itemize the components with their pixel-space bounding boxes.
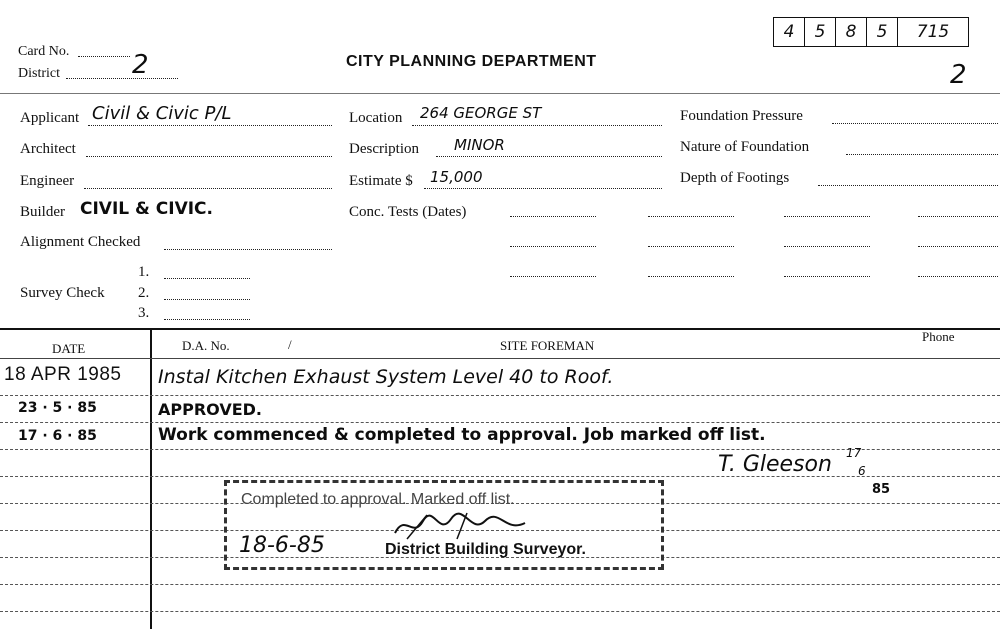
conc-line [918,276,998,277]
number-box: 8 [836,18,867,46]
entry-text: APPROVED. [158,400,262,419]
district-value: 2 [132,50,149,80]
estimate-line [424,188,662,189]
header-underline [0,358,1000,359]
conc-line [648,216,734,217]
conc-line [648,246,734,247]
nature-foundation-line [846,154,998,155]
row-line [0,584,1000,585]
phone-header: Phone [922,329,955,344]
entry-date: 23 · 5 · 85 [18,400,97,416]
estimate-label: Estimate $ [349,173,413,189]
card-no-label: Card No. [18,44,70,59]
survey-number-3: 3. [138,305,150,321]
da-no-header: D.A. No. [182,338,230,353]
survey-number-2: 2. [138,285,150,301]
description-line [436,156,662,157]
engineer-label: Engineer [20,173,75,189]
conc-line [784,276,870,277]
page-title: CITY PLANNING DEPARTMENT [346,53,597,70]
conc-line [510,276,596,277]
location-label: Location [349,110,403,126]
applicant-line [88,125,332,126]
depth-footings-line [818,185,998,186]
location-value: 264 GEORGE ST [420,104,542,122]
date-header: DATE [52,341,86,356]
conc-line [648,276,734,277]
foundation-pressure-line [832,123,998,124]
row-line [0,395,1000,396]
location-line [412,125,662,126]
foreman-signature: T. Gleeson [718,452,832,477]
row-line [0,611,1000,612]
conc-line [918,216,998,217]
survey-check-label: Survey Check [20,285,105,301]
header-divider [0,93,1000,94]
foundation-pressure-label: Foundation Pressure [680,108,803,124]
number-box: 5 [805,18,836,46]
corner-number: 2 [950,60,967,90]
card-number-boxes [773,17,969,47]
site-foreman-header: SITE FOREMAN [500,338,595,353]
alignment-line [164,249,332,250]
conc-line [918,246,998,247]
survey-line-3 [164,319,250,320]
number-box: 715 [916,22,950,42]
entry-date: 17 · 6 · 85 [18,428,97,444]
estimate-value: 15,000 [430,168,483,186]
stamp-title: District Building Surveyor. [385,541,586,558]
builder-label: Builder [20,204,65,220]
da-no-slash: / [288,337,292,352]
conc-line [510,246,596,247]
signature-date-year: 85 [872,482,891,497]
approval-stamp [224,480,664,570]
nature-foundation-label: Nature of Foundation [680,139,810,155]
district-label: District [18,66,60,81]
row-line [0,476,1000,477]
entry-text: Instal Kitchen Exhaust System Level 40 to Roof. [158,366,614,388]
conc-tests-label: Conc. Tests (Dates) [349,204,467,220]
engineer-line [84,188,332,189]
applicant-value: Civil & Civic P/L [92,103,232,124]
conc-line [784,216,870,217]
conc-line [510,216,596,217]
architect-line [86,156,332,157]
architect-label: Architect [20,141,76,157]
survey-line-1 [164,278,250,279]
number-box: 5 [867,18,898,46]
surveyor-signature [387,509,537,543]
survey-number-1: 1. [138,264,150,280]
entry-date: 18 APR 1985 [4,364,122,385]
conc-line [784,246,870,247]
district-line [66,78,178,79]
survey-line-2 [164,299,250,300]
description-value: MINOR [454,136,505,154]
stamp-line1: Completed to approval. Marked off list. [241,491,515,508]
depth-footings-label: Depth of Footings [680,170,790,186]
alignment-label: Alignment Checked [20,234,141,250]
applicant-label: Applicant [20,110,80,126]
description-label: Description [349,141,419,157]
entry-text: Work commenced & completed to approval. Job marked off list. [158,425,766,445]
builder-value: CIVIL & CIVIC. [80,199,213,219]
signature-date-day: 17 [846,446,862,460]
card-no-line [78,56,130,57]
row-line [0,422,1000,423]
number-box: 4 [774,18,805,46]
signature-date-month: 6 [858,464,866,478]
stamp-date: 18-6-85 [239,533,325,558]
